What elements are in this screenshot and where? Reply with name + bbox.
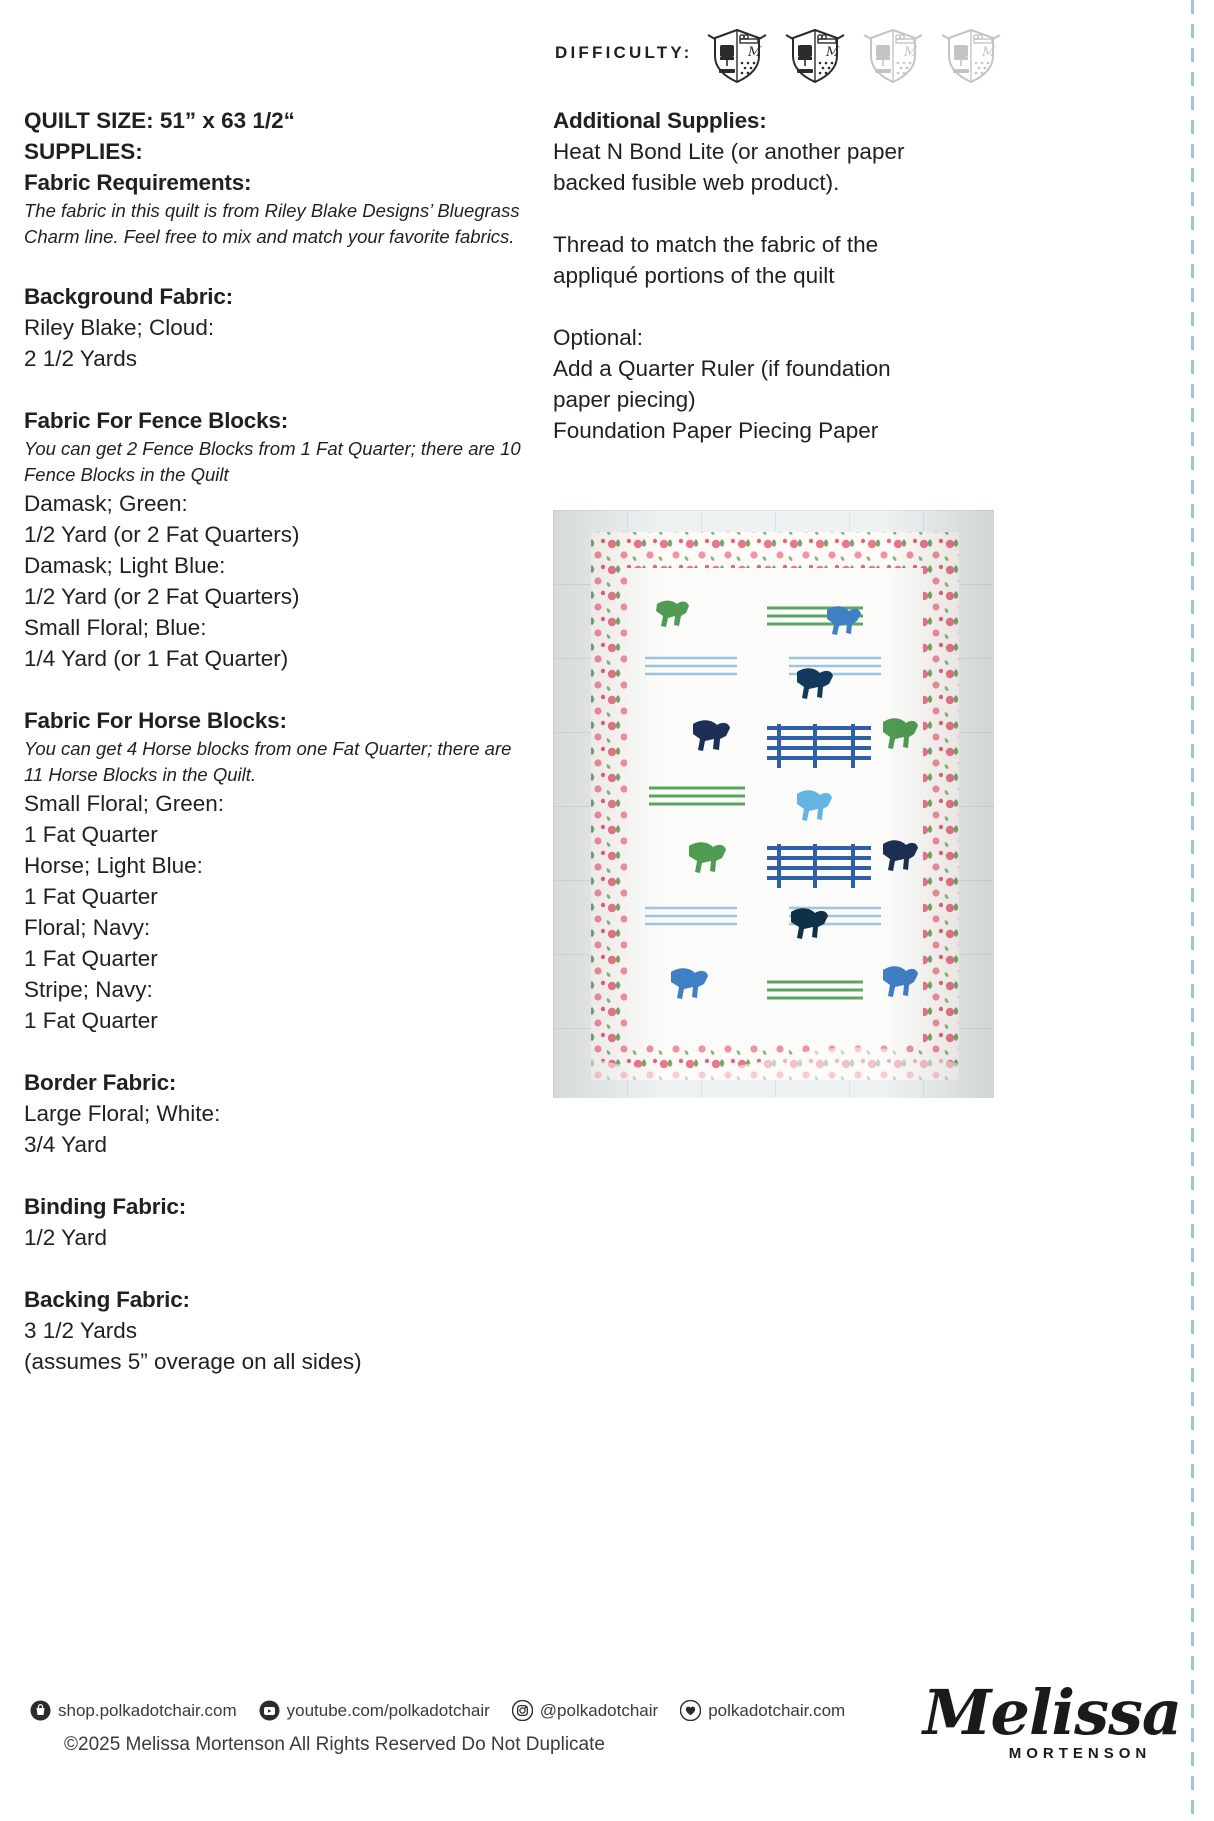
footer-link[interactable] <box>259 1700 490 1721</box>
fabric-line: Damask; Green: <box>24 491 188 516</box>
fabric-line: 1/4 Yard (or 1 Fat Quarter) <box>24 646 289 671</box>
fabric-requirements-heading: Fabric Requirements: <box>24 170 252 195</box>
quilt-size: QUILT SIZE: 51” x 63 1/2“ <box>24 108 295 133</box>
svg-text:M: M <box>825 45 839 60</box>
fabric-section-heading: Fabric For Fence Blocks: <box>24 408 289 433</box>
additional-supplies-heading: Additional Supplies: <box>553 108 767 133</box>
supply-line: Optional: <box>553 325 644 350</box>
shield-crest-sewing-machine-icon-active <box>707 22 767 84</box>
page-footer <box>0 1676 1214 1762</box>
fabric-section-heading: Border Fabric: <box>24 1070 177 1095</box>
fabric-sections <box>24 250 524 1377</box>
fabric-line: (assumes 5” overage on all sides) <box>24 1349 362 1374</box>
supply-spacer <box>553 291 983 322</box>
supply-line: Add a Quarter Ruler (if foundation <box>553 356 891 381</box>
fabric-line: 1 Fat Quarter <box>24 884 158 909</box>
instagram-icon <box>512 1700 533 1721</box>
brand-logo <box>922 1676 1182 1762</box>
fabric-line: 3/4 Yard <box>24 1132 107 1157</box>
supply-line: backed fusible web product). <box>553 170 840 195</box>
supply-line: Heat N Bond Lite (or another paper <box>553 139 905 164</box>
fabric-line: 3 1/2 Yards <box>24 1318 137 1343</box>
difficulty-badges <box>707 22 1001 84</box>
supply-line: appliqué portions of the quilt <box>553 263 835 288</box>
shield-crest-sewing-machine-icon-active <box>785 22 845 84</box>
fabric-section-heading: Binding Fabric: <box>24 1194 186 1219</box>
section-spacer <box>24 1160 524 1191</box>
section-spacer <box>24 674 524 705</box>
fabric-line: Riley Blake; Cloud: <box>24 315 215 340</box>
difficulty-label: DIFFICULTY: <box>555 43 693 62</box>
fabric-section-heading: Backing Fabric: <box>24 1287 190 1312</box>
fabric-requirements-note: The fabric in this quilt is from Riley Blake Designs’ Bluegrass Charm line. Feel free to mix and match your favorite fabrics. <box>24 200 520 247</box>
quilt-photo <box>553 510 994 1098</box>
fabric-line: Horse; Light Blue: <box>24 853 203 878</box>
shield-crest-sewing-machine-icon-inactive <box>941 22 1001 84</box>
svg-text:M: M <box>903 45 917 60</box>
difficulty-indicator <box>555 22 1001 84</box>
fabric-line: Small Floral; Blue: <box>24 615 207 640</box>
fabric-line: Stripe; Navy: <box>24 977 153 1002</box>
fabric-line: 1/2 Yard (or 2 Fat Quarters) <box>24 522 300 547</box>
footer-link[interactable] <box>680 1700 845 1721</box>
section-spacer <box>24 374 524 405</box>
supplies-column <box>24 105 524 1377</box>
brand-name: Melissa <box>922 1676 1182 1749</box>
section-spacer <box>24 1036 524 1067</box>
fabric-line: 1/2 Yard (or 2 Fat Quarters) <box>24 584 300 609</box>
supply-line: Foundation Paper Piecing Paper <box>553 418 879 443</box>
fabric-line: 2 1/2 Yards <box>24 346 137 371</box>
shield-crest-sewing-machine-icon-inactive <box>863 22 923 84</box>
section-spacer <box>24 250 524 281</box>
fabric-section-heading: Fabric For Horse Blocks: <box>24 708 287 733</box>
fabric-section-note: You can get 4 Horse blocks from one Fat Quarter; there are 11 Horse Blocks in the Quilt. <box>24 738 512 785</box>
footer-link-label: polkadotchair.com <box>708 1700 846 1720</box>
youtube-icon <box>259 1700 280 1721</box>
quilt-photo-illustration <box>553 510 994 1098</box>
copyright-text: ©2025 Melissa Mortenson All Rights Reserved Do Not Duplicate <box>64 1734 605 1755</box>
fabric-line: Small Floral; Green: <box>24 791 225 816</box>
page-edge-rule <box>1191 0 1194 1821</box>
supply-line: Thread to match the fabric of the <box>553 232 879 257</box>
heart-icon <box>680 1700 701 1721</box>
svg-text:M: M <box>981 45 995 60</box>
footer-link[interactable] <box>30 1700 237 1721</box>
fabric-line: 1 Fat Quarter <box>24 822 158 847</box>
footer-link-label: youtube.com/polkadotchair <box>286 1700 490 1720</box>
svg-text:M: M <box>747 45 761 60</box>
fabric-line: Large Floral; White: <box>24 1101 221 1126</box>
additional-supplies-column <box>553 105 983 446</box>
footer-link-label: @polkadotchair <box>539 1700 659 1720</box>
section-spacer <box>24 1253 524 1284</box>
fabric-line: Damask; Light Blue: <box>24 553 226 578</box>
fabric-section-heading: Background Fabric: <box>24 284 233 309</box>
fabric-section-note: You can get 2 Fence Blocks from 1 Fat Quarter; there are 10 Fence Blocks in the Quilt <box>24 438 521 485</box>
supplies-heading: SUPPLIES: <box>24 139 143 164</box>
fabric-line: 1 Fat Quarter <box>24 1008 158 1033</box>
shopping-bag-icon <box>30 1700 51 1721</box>
fabric-line: 1 Fat Quarter <box>24 946 158 971</box>
fabric-line: 1/2 Yard <box>24 1225 107 1250</box>
brand-subtitle: MORTENSON <box>1008 1745 1152 1762</box>
additional-supplies-blocks <box>553 136 983 446</box>
fabric-line: Floral; Navy: <box>24 915 151 940</box>
supply-spacer <box>553 198 983 229</box>
footer-link-label: shop.polkadotchair.com <box>58 1700 237 1720</box>
footer-link[interactable] <box>512 1700 658 1721</box>
supply-line: paper piecing) <box>553 387 696 412</box>
